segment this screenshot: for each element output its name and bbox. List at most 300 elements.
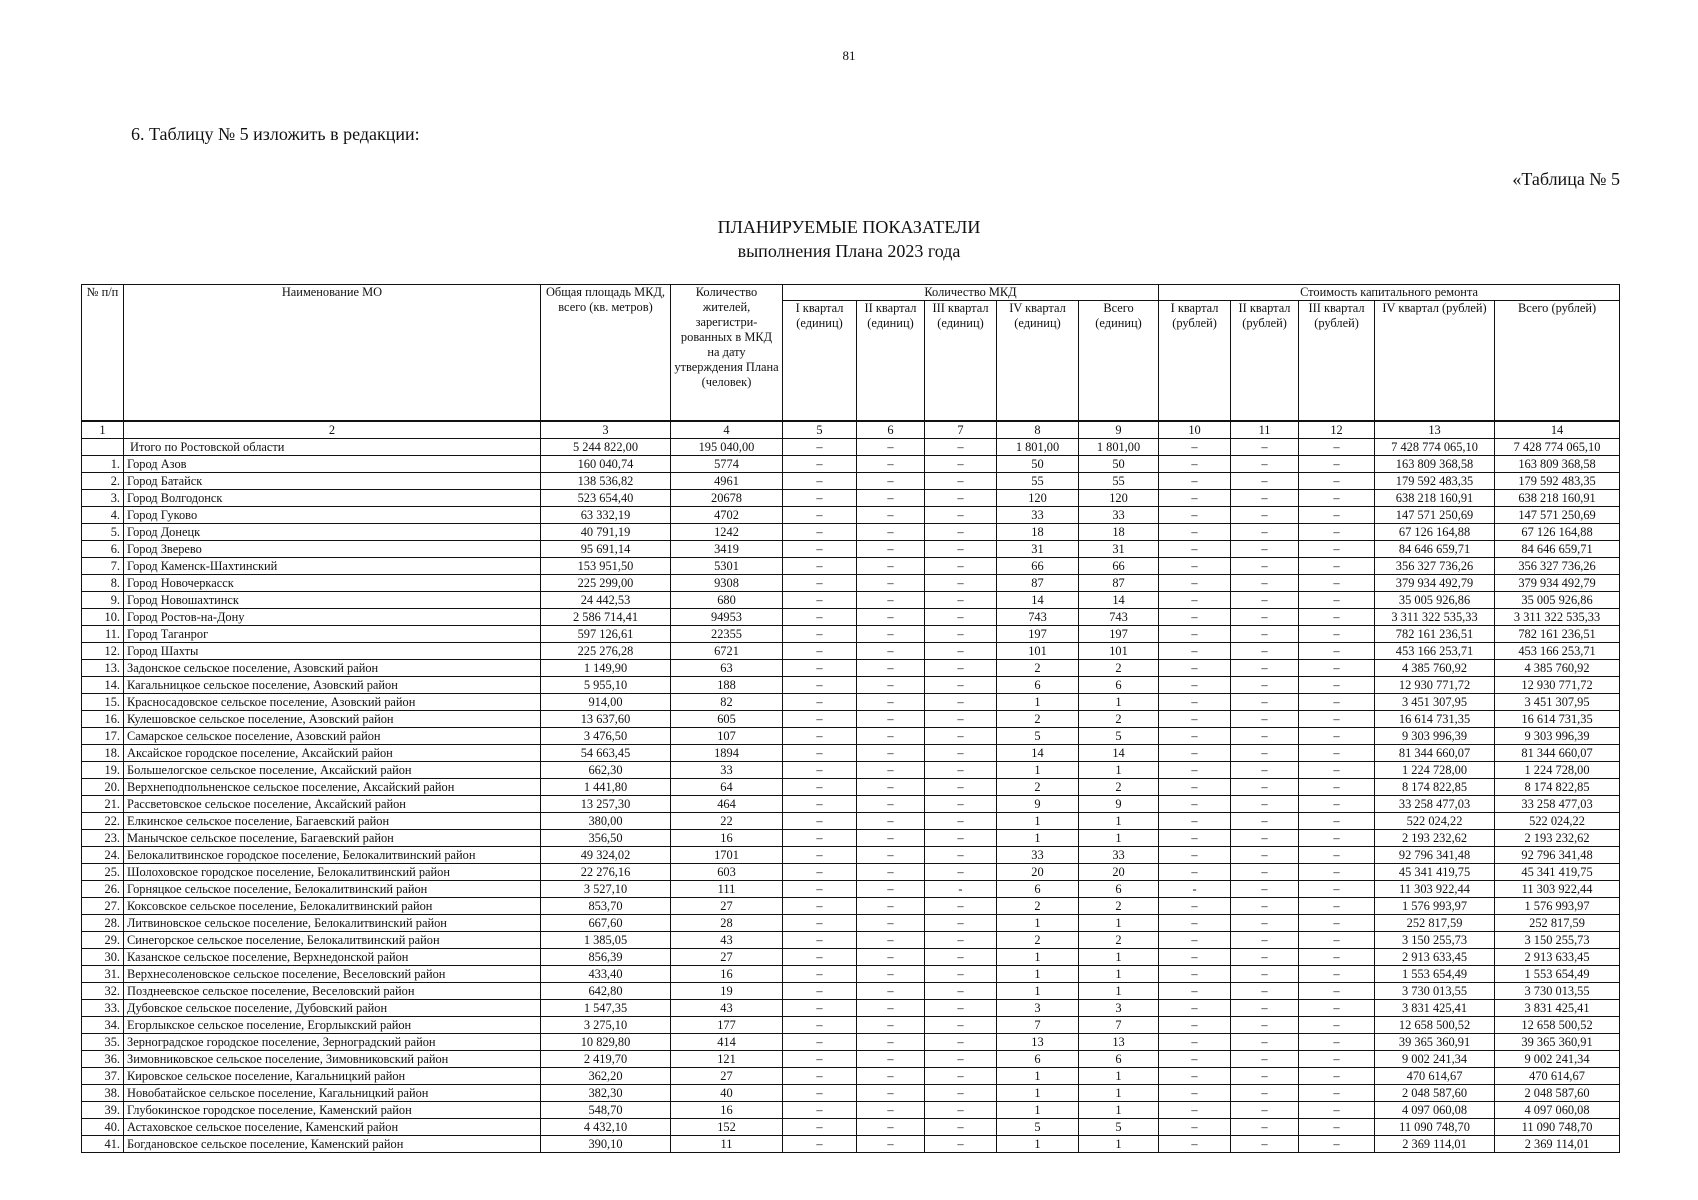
- table-cell: –: [925, 455, 997, 472]
- table-cell: 81 344 660,07: [1375, 744, 1495, 761]
- table-cell: –: [1299, 1016, 1375, 1033]
- table-cell: –: [857, 795, 925, 812]
- table-cell: 11 303 922,44: [1495, 880, 1620, 897]
- table-cell: 37.: [82, 1067, 124, 1084]
- table-cell: –: [1231, 761, 1299, 778]
- table-cell: 2 193 232,62: [1375, 829, 1495, 846]
- table-cell: 3 831 425,41: [1495, 999, 1620, 1016]
- table-cell: 464: [671, 795, 783, 812]
- table-cell: –: [1159, 642, 1231, 659]
- table-cell: Город Шахты: [124, 642, 541, 659]
- table-cell: 87: [1079, 574, 1159, 591]
- table-cell: –: [783, 438, 857, 455]
- table-cell: –: [1159, 795, 1231, 812]
- table-cell: –: [783, 812, 857, 829]
- table-cell: –: [925, 744, 997, 761]
- table-cell: –: [925, 982, 997, 999]
- table-cell: 8 174 822,85: [1495, 778, 1620, 795]
- table-cell: –: [1159, 591, 1231, 608]
- table-cell: 33: [997, 506, 1079, 523]
- table-row: [82, 846, 1620, 863]
- table-cell: 225 299,00: [541, 574, 671, 591]
- table-cell: –: [925, 1033, 997, 1050]
- table-cell: 12 930 771,72: [1495, 676, 1620, 693]
- table-cell: –: [1299, 1084, 1375, 1101]
- table-cell: 5 955,10: [541, 676, 671, 693]
- table-cell: –: [1159, 625, 1231, 642]
- table-cell: –: [783, 931, 857, 948]
- table-cell: –: [925, 948, 997, 965]
- table-cell: 743: [1079, 608, 1159, 625]
- table-cell: Зимовниковское сельское поселение, Зимовниковский район: [124, 1050, 541, 1067]
- column-number: 1: [82, 421, 124, 439]
- table-cell: Горняцкое сельское поселение, Белокалитвинский район: [124, 880, 541, 897]
- table-row: [82, 523, 1620, 540]
- table-cell: 2: [997, 897, 1079, 914]
- table-cell: 12 930 771,72: [1375, 676, 1495, 693]
- table-cell: –: [857, 744, 925, 761]
- table-cell: –: [1159, 557, 1231, 574]
- table-cell: –: [857, 897, 925, 914]
- table-cell: 54 663,45: [541, 744, 671, 761]
- header-q2-units: II квартал (единиц): [857, 301, 925, 421]
- table-cell: –: [783, 676, 857, 693]
- table-cell: –: [783, 506, 857, 523]
- table-cell: –: [783, 523, 857, 540]
- table-cell: 67 126 164,88: [1495, 523, 1620, 540]
- table-cell: –: [925, 829, 997, 846]
- table-cell: 1894: [671, 744, 783, 761]
- header-area: Общая площадь МКД, всего (кв. метров): [541, 285, 671, 421]
- table-cell: –: [1231, 1135, 1299, 1152]
- table-cell: –: [857, 591, 925, 608]
- table-row: [82, 1118, 1620, 1135]
- table-cell: –: [925, 1067, 997, 1084]
- table-cell: –: [857, 965, 925, 982]
- table-cell: [82, 438, 124, 455]
- table-cell: 743: [997, 608, 1079, 625]
- table-cell: 4961: [671, 472, 783, 489]
- table-cell: 177: [671, 1016, 783, 1033]
- table-cell: –: [925, 608, 997, 625]
- table-cell: 163 809 368,58: [1375, 455, 1495, 472]
- table-cell: -: [1159, 880, 1231, 897]
- table-cell: –: [1299, 472, 1375, 489]
- table-cell: 33: [1079, 506, 1159, 523]
- table-body: [82, 438, 1620, 1152]
- title-line-2: выполнения Плана 2023 года: [737, 241, 961, 261]
- table-cell: 11 090 748,70: [1495, 1118, 1620, 1135]
- table-cell: –: [783, 1118, 857, 1135]
- table-cell: –: [1231, 608, 1299, 625]
- table-cell: 225 276,28: [541, 642, 671, 659]
- table-cell: 14.: [82, 676, 124, 693]
- table-row: [82, 914, 1620, 931]
- table-cell: 63: [671, 659, 783, 676]
- table-cell: –: [1299, 829, 1375, 846]
- table-cell: 121: [671, 1050, 783, 1067]
- table-cell: –: [857, 727, 925, 744]
- table-row: [82, 659, 1620, 676]
- table-cell: 782 161 236,51: [1495, 625, 1620, 642]
- table-cell: 55: [1079, 472, 1159, 489]
- table-cell: 2 586 714,41: [541, 608, 671, 625]
- table-cell: –: [1231, 982, 1299, 999]
- table-cell: 1 553 654,49: [1495, 965, 1620, 982]
- table-cell: 120: [997, 489, 1079, 506]
- table-cell: 3 150 255,73: [1375, 931, 1495, 948]
- table-cell: 914,00: [541, 693, 671, 710]
- table-cell: 33 258 477,03: [1375, 795, 1495, 812]
- table-cell: 11.: [82, 625, 124, 642]
- table-cell: –: [1231, 455, 1299, 472]
- table-cell: 19: [671, 982, 783, 999]
- table-cell: 9: [997, 795, 1079, 812]
- table-cell: –: [783, 880, 857, 897]
- table-cell: 9: [1079, 795, 1159, 812]
- table-cell: 1: [1079, 812, 1159, 829]
- table-row: [82, 625, 1620, 642]
- table-cell: –: [925, 999, 997, 1016]
- column-number: 13: [1375, 421, 1495, 439]
- column-number: 7: [925, 421, 997, 439]
- table-cell: 43: [671, 931, 783, 948]
- table-cell: 3.: [82, 489, 124, 506]
- table-cell: Итого по Ростовской области: [124, 438, 541, 455]
- table-cell: –: [1299, 1101, 1375, 1118]
- table-cell: 433,40: [541, 965, 671, 982]
- table-cell: –: [857, 523, 925, 540]
- table-cell: –: [1231, 931, 1299, 948]
- table-cell: 3: [1079, 999, 1159, 1016]
- table-row: [82, 982, 1620, 999]
- table-cell: –: [1159, 676, 1231, 693]
- table-cell: 2 913 633,45: [1375, 948, 1495, 965]
- header-q1-rub: I квартал (рублей): [1159, 301, 1231, 421]
- table-cell: 9308: [671, 574, 783, 591]
- table-cell: –: [1159, 608, 1231, 625]
- table-cell: –: [1231, 812, 1299, 829]
- table-cell: –: [1159, 1101, 1231, 1118]
- table-cell: 82: [671, 693, 783, 710]
- table-cell: 11: [671, 1135, 783, 1152]
- table-cell: –: [857, 710, 925, 727]
- table-cell: 101: [1079, 642, 1159, 659]
- table-cell: 4 097 060,08: [1375, 1101, 1495, 1118]
- table-cell: 638 218 160,91: [1375, 489, 1495, 506]
- table-cell: –: [1231, 778, 1299, 795]
- table-cell: –: [783, 914, 857, 931]
- table-cell: –: [925, 472, 997, 489]
- table-cell: –: [857, 914, 925, 931]
- table-cell: –: [857, 472, 925, 489]
- table-cell: 15.: [82, 693, 124, 710]
- table-cell: –: [1299, 931, 1375, 948]
- table-cell: 18: [997, 523, 1079, 540]
- table-cell: –: [1159, 744, 1231, 761]
- table-cell: 14: [997, 591, 1079, 608]
- table-cell: –: [1299, 982, 1375, 999]
- table-cell: 597 126,61: [541, 625, 671, 642]
- table-cell: Город Азов: [124, 455, 541, 472]
- table-cell: –: [1299, 880, 1375, 897]
- table-cell: 1: [1079, 829, 1159, 846]
- table-cell: –: [783, 727, 857, 744]
- header-residents: Количество жителей, зарегистри-рованных в МКД на дату утверждения Плана (человек): [671, 285, 783, 421]
- table-row: [82, 948, 1620, 965]
- table-cell: 1: [997, 1084, 1079, 1101]
- table-cell: 14: [1079, 591, 1159, 608]
- table-cell: –: [857, 846, 925, 863]
- table-cell: 5774: [671, 455, 783, 472]
- header-q2-rub: II квартал (рублей): [1231, 301, 1299, 421]
- table-cell: –: [783, 1033, 857, 1050]
- table-cell: Город Гуково: [124, 506, 541, 523]
- table-cell: –: [1299, 795, 1375, 812]
- table-cell: –: [925, 795, 997, 812]
- table-cell: 33 258 477,03: [1495, 795, 1620, 812]
- header-q1-units: I квартал (единиц): [783, 301, 857, 421]
- table-cell: Астаховское сельское поселение, Каменский район: [124, 1118, 541, 1135]
- table-cell: 8 174 822,85: [1375, 778, 1495, 795]
- table-cell: 605: [671, 710, 783, 727]
- table-cell: 5: [1079, 727, 1159, 744]
- table-cell: –: [1159, 472, 1231, 489]
- table-cell: 40 791,19: [541, 523, 671, 540]
- table-cell: 39 365 360,91: [1375, 1033, 1495, 1050]
- table-cell: –: [1159, 438, 1231, 455]
- table-cell: –: [1159, 829, 1231, 846]
- table-cell: 35.: [82, 1033, 124, 1050]
- table-cell: 11 090 748,70: [1375, 1118, 1495, 1135]
- table-cell: –: [1231, 1101, 1299, 1118]
- table-cell: 2: [1079, 897, 1159, 914]
- table-cell: Дубовское сельское поселение, Дубовский район: [124, 999, 541, 1016]
- table-cell: –: [1231, 693, 1299, 710]
- table-cell: –: [1231, 795, 1299, 812]
- table-cell: –: [1299, 778, 1375, 795]
- header-q3-rub: III квартал (рублей): [1299, 301, 1375, 421]
- table-cell: 1 224 728,00: [1375, 761, 1495, 778]
- table-cell: 1: [1079, 1067, 1159, 1084]
- table-cell: –: [925, 1135, 997, 1152]
- table-cell: –: [857, 829, 925, 846]
- table-row: [82, 506, 1620, 523]
- table-cell: –: [857, 676, 925, 693]
- table-cell: 1 441,80: [541, 778, 671, 795]
- table-cell: 7 428 774 065,10: [1375, 438, 1495, 455]
- table-cell: Город Волгодонск: [124, 489, 541, 506]
- table-cell: 667,60: [541, 914, 671, 931]
- table-cell: 470 614,67: [1495, 1067, 1620, 1084]
- table-cell: Рассветовское сельское поселение, Аксайский район: [124, 795, 541, 812]
- table-cell: 3 451 307,95: [1495, 693, 1620, 710]
- table-row: [82, 778, 1620, 795]
- table-cell: –: [857, 574, 925, 591]
- table-cell: 3 730 013,55: [1495, 982, 1620, 999]
- table-cell: –: [925, 693, 997, 710]
- table-cell: –: [1231, 744, 1299, 761]
- table-cell: 40: [671, 1084, 783, 1101]
- table-cell: –: [1299, 1067, 1375, 1084]
- table-cell: 5: [997, 1118, 1079, 1135]
- table-row: [82, 472, 1620, 489]
- table-cell: –: [1231, 1067, 1299, 1084]
- table-cell: –: [1159, 778, 1231, 795]
- table-row: [82, 676, 1620, 693]
- table-cell: 20: [1079, 863, 1159, 880]
- table-cell: 1: [997, 761, 1079, 778]
- table-cell: 179 592 483,35: [1375, 472, 1495, 489]
- table-row: [82, 710, 1620, 727]
- table-cell: Богдановское сельское поселение, Каменский район: [124, 1135, 541, 1152]
- table-cell: 7 428 774 065,10: [1495, 438, 1620, 455]
- table-cell: –: [1231, 1033, 1299, 1050]
- table-cell: –: [783, 693, 857, 710]
- table-cell: 856,39: [541, 948, 671, 965]
- table-cell: 1 547,35: [541, 999, 671, 1016]
- table-cell: –: [1231, 829, 1299, 846]
- table-cell: Город Донецк: [124, 523, 541, 540]
- table-cell: 138 536,82: [541, 472, 671, 489]
- column-number: 8: [997, 421, 1079, 439]
- table-cell: Синегорское сельское поселение, Белокалитвинский район: [124, 931, 541, 948]
- table-cell: –: [857, 982, 925, 999]
- table-row: [82, 965, 1620, 982]
- table-cell: –: [857, 489, 925, 506]
- table-cell: –: [1299, 693, 1375, 710]
- table-cell: –: [783, 1101, 857, 1118]
- table-cell: 5: [997, 727, 1079, 744]
- table-cell: 63 332,19: [541, 506, 671, 523]
- table-cell: 12.: [82, 642, 124, 659]
- table-cell: 33.: [82, 999, 124, 1016]
- table-cell: 7: [1079, 1016, 1159, 1033]
- table-cell: –: [1299, 438, 1375, 455]
- table-cell: 1 801,00: [1079, 438, 1159, 455]
- table-cell: –: [783, 1135, 857, 1152]
- table-cell: –: [1231, 523, 1299, 540]
- table-cell: 1: [997, 914, 1079, 931]
- table-row: [82, 438, 1620, 455]
- table-cell: –: [1159, 999, 1231, 1016]
- table-cell: –: [1231, 1050, 1299, 1067]
- table-cell: –: [1299, 744, 1375, 761]
- table-cell: 35 005 926,86: [1375, 591, 1495, 608]
- table-cell: –: [925, 897, 997, 914]
- table-cell: –: [857, 1016, 925, 1033]
- table-cell: –: [857, 608, 925, 625]
- table-cell: 522 024,22: [1375, 812, 1495, 829]
- table-cell: Город Новошахтинск: [124, 591, 541, 608]
- header-num: № п/п: [82, 285, 124, 421]
- header-total-rub: Всего (рублей): [1495, 301, 1620, 421]
- table-cell: –: [925, 931, 997, 948]
- table-cell: 7: [997, 1016, 1079, 1033]
- table-cell: –: [1231, 914, 1299, 931]
- table-cell: –: [1231, 659, 1299, 676]
- table-cell: 1: [997, 965, 1079, 982]
- table-cell: 152: [671, 1118, 783, 1135]
- table-cell: 27: [671, 1067, 783, 1084]
- table-cell: –: [857, 1067, 925, 1084]
- table-row: [82, 642, 1620, 659]
- table-cell: Кировское сельское поселение, Кагальницкий район: [124, 1067, 541, 1084]
- table-cell: –: [783, 659, 857, 676]
- table-row: [82, 761, 1620, 778]
- table-cell: 2: [1079, 710, 1159, 727]
- table-cell: 1: [1079, 693, 1159, 710]
- table-cell: –: [1159, 489, 1231, 506]
- table-cell: Манычское сельское поселение, Багаевский район: [124, 829, 541, 846]
- table-row: [82, 880, 1620, 897]
- table-cell: –: [857, 438, 925, 455]
- table-row: [82, 829, 1620, 846]
- table-cell: –: [857, 761, 925, 778]
- page-number: 81: [842, 48, 856, 63]
- table-cell: 1: [1079, 948, 1159, 965]
- table-cell: 1: [1079, 982, 1159, 999]
- table-cell: –: [925, 438, 997, 455]
- table-cell: –: [1159, 693, 1231, 710]
- table-cell: Задонское сельское поселение, Азовский район: [124, 659, 541, 676]
- table-cell: –: [1231, 863, 1299, 880]
- table-cell: 14: [1079, 744, 1159, 761]
- table-cell: 40.: [82, 1118, 124, 1135]
- table-cell: –: [783, 574, 857, 591]
- table-cell: 3 311 322 535,33: [1495, 608, 1620, 625]
- table-cell: –: [1299, 676, 1375, 693]
- table-row: [82, 1135, 1620, 1152]
- table-cell: –: [857, 506, 925, 523]
- table-cell: Город Батайск: [124, 472, 541, 489]
- table-cell: 2 369 114,01: [1495, 1135, 1620, 1152]
- table-cell: –: [857, 455, 925, 472]
- table-cell: 160 040,74: [541, 455, 671, 472]
- table-cell: –: [925, 625, 997, 642]
- table-cell: 6: [997, 880, 1079, 897]
- table-cell: 4 097 060,08: [1495, 1101, 1620, 1118]
- table-cell: –: [857, 625, 925, 642]
- table-cell: 11 303 922,44: [1375, 880, 1495, 897]
- table-cell: 22 276,16: [541, 863, 671, 880]
- table-cell: 1: [1079, 965, 1159, 982]
- table-cell: –: [857, 931, 925, 948]
- table-cell: 16.: [82, 710, 124, 727]
- table-cell: 64: [671, 778, 783, 795]
- table-cell: 13: [1079, 1033, 1159, 1050]
- table-cell: –: [783, 863, 857, 880]
- table-cell: –: [1159, 523, 1231, 540]
- table-cell: –: [1231, 999, 1299, 1016]
- intro-text: 6. Таблицу № 5 изложить в редакции:: [131, 124, 420, 144]
- table-cell: –: [1159, 931, 1231, 948]
- table-row: [82, 557, 1620, 574]
- table-cell: 24.: [82, 846, 124, 863]
- table-cell: –: [1299, 574, 1375, 591]
- table-cell: 4 432,10: [541, 1118, 671, 1135]
- table-cell: 638 218 160,91: [1495, 489, 1620, 506]
- table-cell: –: [1231, 1084, 1299, 1101]
- table-cell: 3 451 307,95: [1375, 693, 1495, 710]
- table-cell: 1: [1079, 914, 1159, 931]
- table-cell: –: [925, 574, 997, 591]
- table-cell: Коксовское сельское поселение, Белокалитвинский район: [124, 897, 541, 914]
- table-cell: 453 166 253,71: [1495, 642, 1620, 659]
- table-cell: 13.: [82, 659, 124, 676]
- table-cell: –: [925, 727, 997, 744]
- table-cell: 5 244 822,00: [541, 438, 671, 455]
